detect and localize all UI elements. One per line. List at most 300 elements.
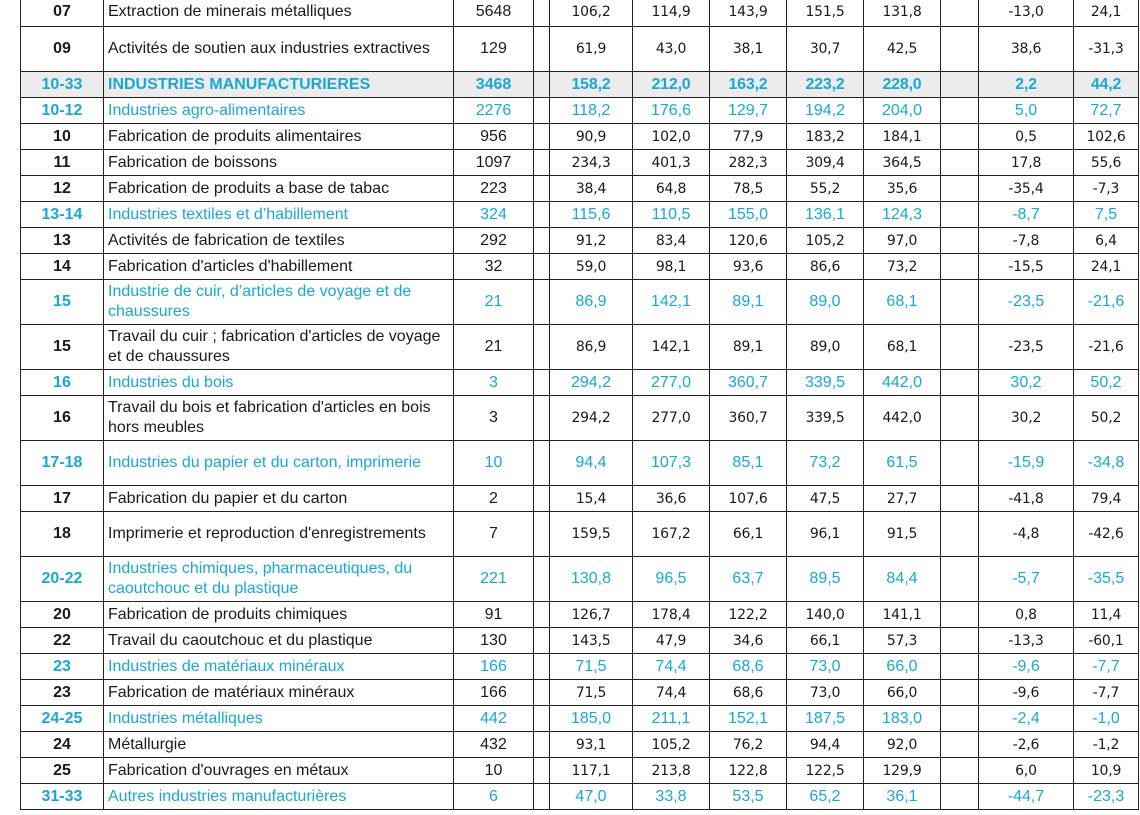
row-value-3: 360,7 — [710, 396, 787, 441]
row-value-3: 122,8 — [710, 758, 787, 784]
row-value-1: 86,9 — [550, 280, 633, 325]
row-label: Industries de matériaux minéraux — [104, 654, 454, 680]
table-row — [21, 654, 1139, 680]
row-value-3: 360,7 — [710, 370, 787, 396]
row-value-3: 68,6 — [710, 680, 787, 706]
row-weight: 2 — [454, 486, 534, 512]
row-code: 10 — [21, 124, 104, 150]
row-value-2: 277,0 — [633, 396, 710, 441]
row-value-2: 74,4 — [633, 654, 710, 680]
row-variation-1: 2,2 — [979, 72, 1074, 98]
row-value-1: 71,5 — [550, 654, 633, 680]
table-row — [21, 0, 1139, 27]
row-value-5: 57,3 — [864, 628, 941, 654]
row-value-1: 47,0 — [550, 784, 633, 810]
row-value-4: 96,1 — [787, 512, 864, 557]
row-value-5: 124,3 — [864, 202, 941, 228]
row-value-2: 105,2 — [633, 732, 710, 758]
row-value-2: 212,0 — [633, 72, 710, 98]
row-value-1: 115,6 — [550, 202, 633, 228]
spacer-cell — [941, 602, 979, 628]
row-value-1: 86,9 — [550, 325, 633, 370]
row-code: 31-33 — [21, 784, 104, 810]
row-value-1: 294,2 — [550, 396, 633, 441]
row-weight: 292 — [454, 228, 534, 254]
row-value-2: 98,1 — [633, 254, 710, 280]
spacer-cell — [534, 72, 550, 98]
row-code: 17-18 — [21, 441, 104, 486]
spacer-cell — [534, 98, 550, 124]
row-value-5: 442,0 — [864, 396, 941, 441]
table-row — [21, 280, 1139, 325]
row-variation-1: 17,8 — [979, 150, 1074, 176]
row-value-3: 120,6 — [710, 228, 787, 254]
row-value-3: 53,5 — [710, 784, 787, 810]
row-value-4: 47,5 — [787, 486, 864, 512]
row-value-4: 66,1 — [787, 628, 864, 654]
spacer-cell — [941, 280, 979, 325]
row-label: Fabrication de produits alimentaires — [104, 124, 454, 150]
row-weight: 32 — [454, 254, 534, 280]
spacer-cell — [534, 280, 550, 325]
row-variation-2: -1,0 — [1074, 706, 1139, 732]
row-variation-2: -1,2 — [1074, 732, 1139, 758]
row-variation-2: -23,3 — [1074, 784, 1139, 810]
row-variation-1: -8,7 — [979, 202, 1074, 228]
spacer-cell — [534, 370, 550, 396]
spacer-cell — [534, 557, 550, 602]
row-variation-2: 7,5 — [1074, 202, 1139, 228]
row-value-1: 159,5 — [550, 512, 633, 557]
row-code: 23 — [21, 680, 104, 706]
spacer-cell — [941, 124, 979, 150]
row-value-2: 107,3 — [633, 441, 710, 486]
row-weight: 3 — [454, 396, 534, 441]
row-value-4: 140,0 — [787, 602, 864, 628]
row-value-1: 93,1 — [550, 732, 633, 758]
row-code: 22 — [21, 628, 104, 654]
row-variation-2: -7,7 — [1074, 680, 1139, 706]
row-value-2: 401,3 — [633, 150, 710, 176]
row-value-4: 94,4 — [787, 732, 864, 758]
row-variation-1: -23,5 — [979, 325, 1074, 370]
row-label: Industries métalliques — [104, 706, 454, 732]
row-code: 10-33 — [21, 72, 104, 98]
spacer-cell — [534, 27, 550, 72]
row-label: Activités de soutien aux industries extractives — [104, 27, 454, 72]
row-value-5: 66,0 — [864, 654, 941, 680]
table-row — [21, 202, 1139, 228]
table-row — [21, 150, 1139, 176]
table-row — [21, 706, 1139, 732]
row-variation-1: 6,0 — [979, 758, 1074, 784]
spacer-cell — [534, 228, 550, 254]
row-value-5: 27,7 — [864, 486, 941, 512]
row-variation-2: 24,1 — [1074, 0, 1139, 27]
row-value-2: 47,9 — [633, 628, 710, 654]
spacer-cell — [941, 557, 979, 602]
table-row — [21, 602, 1139, 628]
spacer-cell — [941, 98, 979, 124]
spacer-cell — [534, 512, 550, 557]
row-weight: 2276 — [454, 98, 534, 124]
row-value-2: 110,5 — [633, 202, 710, 228]
row-variation-2: 72,7 — [1074, 98, 1139, 124]
row-value-2: 83,4 — [633, 228, 710, 254]
table-row — [21, 758, 1139, 784]
spacer-cell — [534, 602, 550, 628]
spacer-cell — [534, 628, 550, 654]
row-variation-2: 55,6 — [1074, 150, 1139, 176]
row-label: Fabrication de boissons — [104, 150, 454, 176]
row-weight: 21 — [454, 280, 534, 325]
row-weight: 166 — [454, 680, 534, 706]
spacer-cell — [941, 706, 979, 732]
row-value-2: 43,0 — [633, 27, 710, 72]
row-value-5: 442,0 — [864, 370, 941, 396]
row-value-3: 143,9 — [710, 0, 787, 27]
row-code: 07 — [21, 0, 104, 27]
row-value-2: 167,2 — [633, 512, 710, 557]
row-weight: 6 — [454, 784, 534, 810]
row-variation-2: -21,6 — [1074, 280, 1139, 325]
row-label: Travail du bois et fabrication d'articles en bois hors meubles — [104, 396, 454, 441]
table-row — [21, 254, 1139, 280]
row-value-4: 105,2 — [787, 228, 864, 254]
row-value-4: 86,6 — [787, 254, 864, 280]
row-variation-2: 24,1 — [1074, 254, 1139, 280]
spacer-cell — [534, 124, 550, 150]
row-code: 20-22 — [21, 557, 104, 602]
row-variation-2: -42,6 — [1074, 512, 1139, 557]
row-variation-1: 30,2 — [979, 396, 1074, 441]
row-value-3: 89,1 — [710, 280, 787, 325]
spacer-cell — [941, 370, 979, 396]
spacer-cell — [941, 441, 979, 486]
table-row — [21, 396, 1139, 441]
spacer-cell — [534, 732, 550, 758]
row-value-5: 36,1 — [864, 784, 941, 810]
row-variation-2: -34,8 — [1074, 441, 1139, 486]
spacer-cell — [941, 628, 979, 654]
row-variation-2: -7,7 — [1074, 654, 1139, 680]
table-row — [21, 512, 1139, 557]
row-code: 12 — [21, 176, 104, 202]
row-label: Métallurgie — [104, 732, 454, 758]
spacer-cell — [941, 202, 979, 228]
row-value-5: 129,9 — [864, 758, 941, 784]
row-label: Extraction de minerais métalliques — [104, 0, 454, 27]
row-weight: 223 — [454, 176, 534, 202]
row-value-3: 155,0 — [710, 202, 787, 228]
spacer-cell — [534, 325, 550, 370]
row-value-5: 73,2 — [864, 254, 941, 280]
spacer-cell — [941, 176, 979, 202]
row-weight: 166 — [454, 654, 534, 680]
row-label: Fabrication de matériaux minéraux — [104, 680, 454, 706]
table-body — [21, 0, 1139, 810]
row-weight: 1097 — [454, 150, 534, 176]
row-value-5: 68,1 — [864, 280, 941, 325]
row-variation-2: -7,3 — [1074, 176, 1139, 202]
row-variation-1: -15,5 — [979, 254, 1074, 280]
row-value-3: 107,6 — [710, 486, 787, 512]
row-label: Industries du papier et du carton, imprimerie — [104, 441, 454, 486]
row-variation-1: -2,4 — [979, 706, 1074, 732]
row-value-4: 73,2 — [787, 441, 864, 486]
row-value-5: 228,0 — [864, 72, 941, 98]
row-weight: 221 — [454, 557, 534, 602]
spacer-cell — [941, 72, 979, 98]
row-variation-1: 0,8 — [979, 602, 1074, 628]
row-variation-1: -13,3 — [979, 628, 1074, 654]
row-variation-2: 6,4 — [1074, 228, 1139, 254]
table-row — [21, 732, 1139, 758]
spacer-cell — [534, 396, 550, 441]
row-code: 10-12 — [21, 98, 104, 124]
row-value-1: 158,2 — [550, 72, 633, 98]
row-value-4: 339,5 — [787, 370, 864, 396]
row-weight: 432 — [454, 732, 534, 758]
row-label: Industries textiles et d’habillement — [104, 202, 454, 228]
row-value-4: 223,2 — [787, 72, 864, 98]
row-value-2: 114,9 — [633, 0, 710, 27]
row-value-2: 178,4 — [633, 602, 710, 628]
table-row — [21, 325, 1139, 370]
row-value-5: 91,5 — [864, 512, 941, 557]
row-value-1: 117,1 — [550, 758, 633, 784]
row-label: Industries chimiques, pharmaceutiques, du caoutchouc et du plastique — [104, 557, 454, 602]
row-code: 13-14 — [21, 202, 104, 228]
row-value-1: 90,9 — [550, 124, 633, 150]
row-value-1: 38,4 — [550, 176, 633, 202]
spacer-cell — [941, 512, 979, 557]
row-value-4: 55,2 — [787, 176, 864, 202]
row-value-3: 93,6 — [710, 254, 787, 280]
row-value-5: 92,0 — [864, 732, 941, 758]
row-variation-1: -2,6 — [979, 732, 1074, 758]
row-value-1: 106,2 — [550, 0, 633, 27]
row-value-2: 102,0 — [633, 124, 710, 150]
row-label: Fabrication de produits a base de tabac — [104, 176, 454, 202]
spacer-cell — [941, 486, 979, 512]
index-table — [20, 0, 1139, 810]
row-variation-1: 0,5 — [979, 124, 1074, 150]
row-variation-1: 38,6 — [979, 27, 1074, 72]
spacer-cell — [534, 680, 550, 706]
row-variation-1: -5,7 — [979, 557, 1074, 602]
row-weight: 324 — [454, 202, 534, 228]
row-variation-2: -60,1 — [1074, 628, 1139, 654]
row-variation-1: -44,7 — [979, 784, 1074, 810]
row-value-4: 89,0 — [787, 325, 864, 370]
spacer-cell — [941, 27, 979, 72]
row-weight: 129 — [454, 27, 534, 72]
row-value-5: 68,1 — [864, 325, 941, 370]
row-weight: 5648 — [454, 0, 534, 27]
row-code: 25 — [21, 758, 104, 784]
row-variation-1: -13,0 — [979, 0, 1074, 27]
row-label: Fabrication du papier et du carton — [104, 486, 454, 512]
row-label: Fabrication de produits chimiques — [104, 602, 454, 628]
row-value-2: 176,6 — [633, 98, 710, 124]
spacer-cell — [534, 441, 550, 486]
spacer-cell — [534, 202, 550, 228]
row-value-5: 204,0 — [864, 98, 941, 124]
row-value-4: 183,2 — [787, 124, 864, 150]
row-label: Industrie de cuir, d’articles de voyage et de chaussures — [104, 280, 454, 325]
row-value-5: 42,5 — [864, 27, 941, 72]
row-code: 11 — [21, 150, 104, 176]
table-row — [21, 176, 1139, 202]
row-value-1: 130,8 — [550, 557, 633, 602]
spacer-cell — [941, 325, 979, 370]
table-row — [21, 27, 1139, 72]
row-value-5: 61,5 — [864, 441, 941, 486]
spacer-cell — [941, 150, 979, 176]
row-weight: 21 — [454, 325, 534, 370]
table-row — [21, 72, 1139, 98]
row-value-1: 185,0 — [550, 706, 633, 732]
spacer-cell — [941, 0, 979, 27]
row-value-3: 129,7 — [710, 98, 787, 124]
row-variation-2: 50,2 — [1074, 396, 1139, 441]
row-value-4: 122,5 — [787, 758, 864, 784]
row-value-3: 85,1 — [710, 441, 787, 486]
row-variation-2: 11,4 — [1074, 602, 1139, 628]
spacer-cell — [534, 0, 550, 27]
row-value-1: 118,2 — [550, 98, 633, 124]
table-row — [21, 557, 1139, 602]
row-weight: 10 — [454, 441, 534, 486]
row-value-5: 84,4 — [864, 557, 941, 602]
row-value-3: 68,6 — [710, 654, 787, 680]
row-value-3: 34,6 — [710, 628, 787, 654]
row-value-1: 143,5 — [550, 628, 633, 654]
row-value-5: 35,6 — [864, 176, 941, 202]
row-variation-1: -35,4 — [979, 176, 1074, 202]
row-weight: 3468 — [454, 72, 534, 98]
row-value-1: 15,4 — [550, 486, 633, 512]
row-value-5: 131,8 — [864, 0, 941, 27]
table-row — [21, 486, 1139, 512]
row-code: 17 — [21, 486, 104, 512]
row-code: 14 — [21, 254, 104, 280]
row-value-4: 187,5 — [787, 706, 864, 732]
spacer-cell — [534, 654, 550, 680]
row-variation-1: -4,8 — [979, 512, 1074, 557]
row-code: 09 — [21, 27, 104, 72]
spacer-cell — [941, 732, 979, 758]
row-value-1: 71,5 — [550, 680, 633, 706]
row-value-2: 96,5 — [633, 557, 710, 602]
row-weight: 7 — [454, 512, 534, 557]
table-row — [21, 98, 1139, 124]
row-code: 23 — [21, 654, 104, 680]
row-variation-2: -35,5 — [1074, 557, 1139, 602]
row-code: 24-25 — [21, 706, 104, 732]
spacer-cell — [941, 654, 979, 680]
spacer-cell — [941, 758, 979, 784]
row-value-4: 89,5 — [787, 557, 864, 602]
spacer-cell — [534, 784, 550, 810]
row-label: Industries du bois — [104, 370, 454, 396]
row-value-4: 136,1 — [787, 202, 864, 228]
row-variation-2: 50,2 — [1074, 370, 1139, 396]
row-code: 15 — [21, 280, 104, 325]
row-value-5: 183,0 — [864, 706, 941, 732]
row-variation-1: 5,0 — [979, 98, 1074, 124]
row-value-4: 65,2 — [787, 784, 864, 810]
row-value-5: 97,0 — [864, 228, 941, 254]
table-row — [21, 228, 1139, 254]
row-variation-2: 79,4 — [1074, 486, 1139, 512]
row-code: 18 — [21, 512, 104, 557]
row-value-3: 163,2 — [710, 72, 787, 98]
spacer-cell — [941, 254, 979, 280]
row-variation-1: -15,9 — [979, 441, 1074, 486]
row-value-2: 142,1 — [633, 325, 710, 370]
row-value-4: 194,2 — [787, 98, 864, 124]
row-code: 24 — [21, 732, 104, 758]
table-row — [21, 784, 1139, 810]
row-label: Industries agro-alimentaires — [104, 98, 454, 124]
row-value-1: 234,3 — [550, 150, 633, 176]
row-value-5: 184,1 — [864, 124, 941, 150]
row-label: Autres industries manufacturières — [104, 784, 454, 810]
spacer-cell — [534, 150, 550, 176]
table-row — [21, 680, 1139, 706]
row-label: Travail du cuir ; fabrication d'articles de voyage et de chaussures — [104, 325, 454, 370]
row-variation-2: -21,6 — [1074, 325, 1139, 370]
row-value-2: 64,8 — [633, 176, 710, 202]
row-value-4: 89,0 — [787, 280, 864, 325]
row-value-3: 152,1 — [710, 706, 787, 732]
row-value-1: 91,2 — [550, 228, 633, 254]
row-value-2: 213,8 — [633, 758, 710, 784]
row-label: Imprimerie et reproduction d'enregistrements — [104, 512, 454, 557]
row-variation-2: 10,9 — [1074, 758, 1139, 784]
row-variation-1: -7,8 — [979, 228, 1074, 254]
row-value-1: 126,7 — [550, 602, 633, 628]
spacer-cell — [534, 758, 550, 784]
spacer-cell — [534, 176, 550, 202]
row-weight: 91 — [454, 602, 534, 628]
spacer-cell — [534, 706, 550, 732]
row-weight: 3 — [454, 370, 534, 396]
row-value-3: 122,2 — [710, 602, 787, 628]
row-weight: 442 — [454, 706, 534, 732]
row-variation-2: 44,2 — [1074, 72, 1139, 98]
spacer-cell — [941, 680, 979, 706]
row-code: 20 — [21, 602, 104, 628]
row-value-1: 61,9 — [550, 27, 633, 72]
row-value-3: 63,7 — [710, 557, 787, 602]
row-value-5: 364,5 — [864, 150, 941, 176]
table-row — [21, 124, 1139, 150]
row-value-1: 59,0 — [550, 254, 633, 280]
row-value-2: 33,8 — [633, 784, 710, 810]
spacer-cell — [941, 228, 979, 254]
row-code: 16 — [21, 370, 104, 396]
spacer-cell — [941, 784, 979, 810]
row-weight: 130 — [454, 628, 534, 654]
row-value-2: 211,1 — [633, 706, 710, 732]
row-value-5: 66,0 — [864, 680, 941, 706]
row-value-2: 36,6 — [633, 486, 710, 512]
spacer-cell — [941, 396, 979, 441]
row-value-3: 66,1 — [710, 512, 787, 557]
